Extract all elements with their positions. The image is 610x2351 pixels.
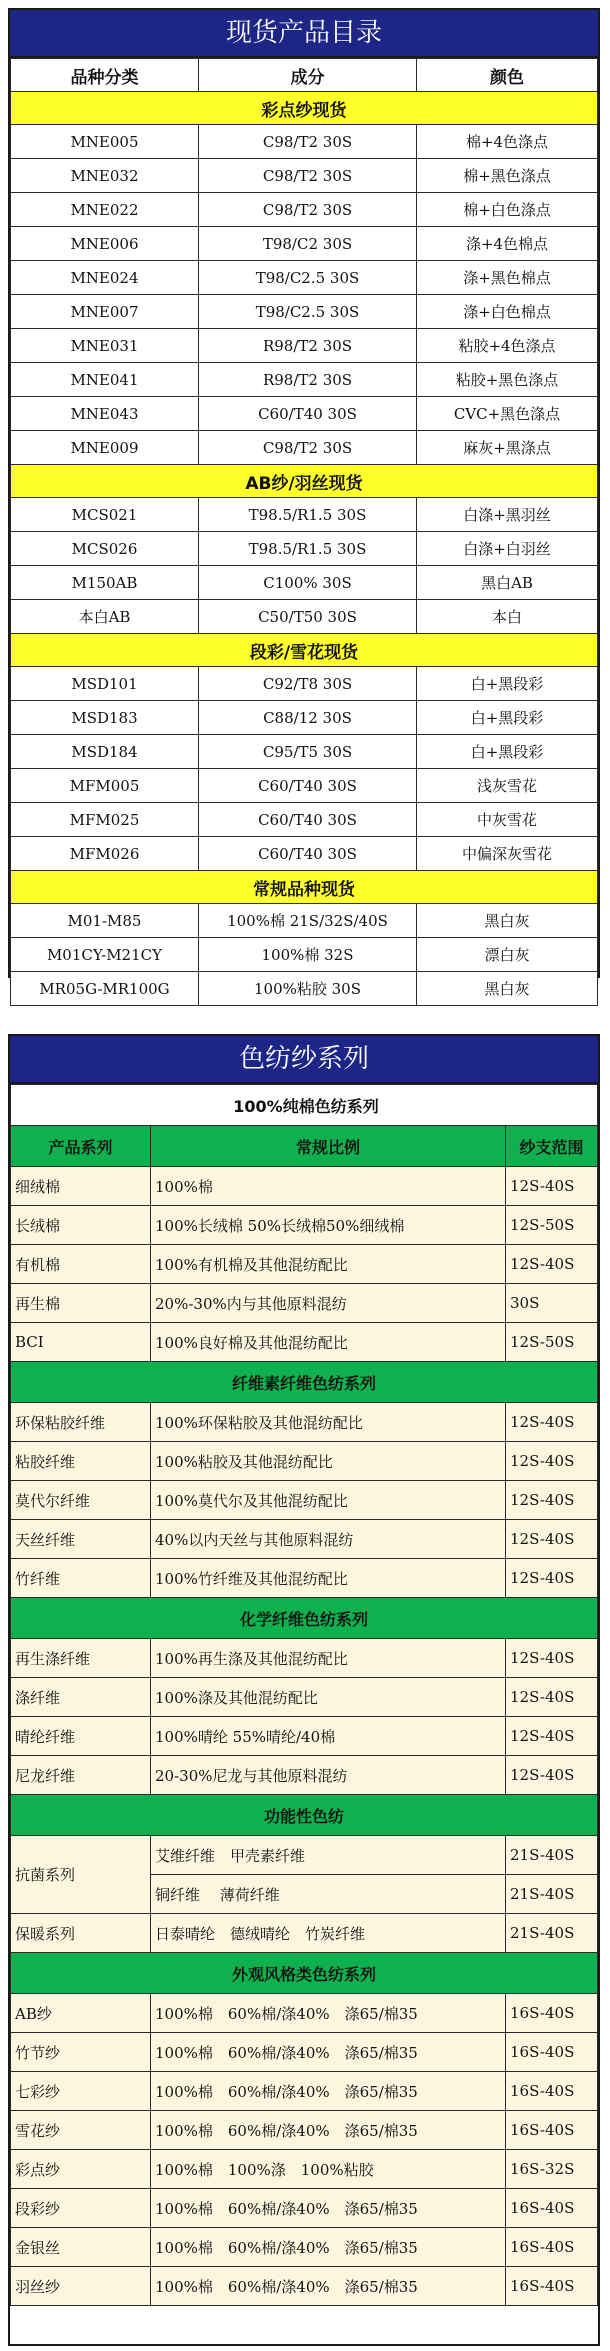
color: 麻灰+黑涤点 [417, 431, 598, 465]
ratio: 100%有机棉及其他混纺配比 [151, 1245, 506, 1284]
color: CVC+黑色涤点 [417, 397, 598, 431]
product-series: 再生棉 [11, 1284, 151, 1323]
color: 涤+黑色棉点 [417, 261, 598, 295]
product-code: MFM026 [11, 837, 199, 871]
composition: T98.5/R1.5 30S [199, 498, 417, 532]
yarn-count-range: 21S-40S [506, 1836, 598, 1875]
ratio: 铜纤维 薄荷纤维 [151, 1875, 506, 1914]
color: 白+黑段彩 [417, 701, 598, 735]
table-row [11, 295, 598, 329]
ratio: 100%棉 60%棉/涤40% 涤65/棉35 [151, 2267, 506, 2306]
ratio: 100%粘胶及其他混纺配比 [151, 1442, 506, 1481]
color: 浅灰雪花 [417, 769, 598, 803]
table-row [11, 1284, 598, 1323]
product-series: 雪花纱 [11, 2111, 151, 2150]
table-row [11, 1717, 598, 1756]
product-series: 保暖系列 [11, 1914, 151, 1953]
product-code: MFM005 [11, 769, 199, 803]
table-row [11, 972, 598, 1006]
composition: 100%粘胶 30S [199, 972, 417, 1006]
yarn-count-range: 21S-40S [506, 1875, 598, 1914]
product-code: MNE043 [11, 397, 199, 431]
color: 棉+黑色涤点 [417, 159, 598, 193]
group-header-row [11, 1953, 598, 1994]
composition: C92/T8 30S [199, 667, 417, 701]
header-row [11, 1126, 598, 1167]
ratio: 100%竹纤维及其他混纺配比 [151, 1559, 506, 1598]
ratio: 100%涤及其他混纺配比 [151, 1678, 506, 1717]
ratio: 100%再生涤及其他混纺配比 [151, 1639, 506, 1678]
table-row [11, 1756, 598, 1795]
table-row [11, 1836, 598, 1875]
stock-table [10, 58, 598, 1006]
yarn-count-range: 21S-40S [506, 1914, 598, 1953]
table-row [11, 938, 598, 972]
column-header: 纱支范围 [506, 1126, 598, 1167]
table-row [11, 600, 598, 634]
table-row [11, 769, 598, 803]
product-series: 羽丝纱 [11, 2267, 151, 2306]
yarn-count-range: 16S-40S [506, 1994, 598, 2033]
table-row [11, 904, 598, 938]
product-series: 再生涤纤维 [11, 1639, 151, 1678]
table-row [11, 2267, 598, 2306]
composition: C98/T2 30S [199, 159, 417, 193]
yarn-count-range: 12S-40S [506, 1678, 598, 1717]
product-series: 七彩纱 [11, 2072, 151, 2111]
product-series: 彩点纱 [11, 2150, 151, 2189]
group-title: 化学纤维色纺系列 [11, 1598, 598, 1639]
ratio: 100%棉 60%棉/涤40% 涤65/棉35 [151, 2033, 506, 2072]
product-series: 细绒棉 [11, 1167, 151, 1206]
ratio: 100%棉 60%棉/涤40% 涤65/棉35 [151, 2111, 506, 2150]
color: 中灰雪花 [417, 803, 598, 837]
series-subtitle: 100%纯棉色纺系列 [11, 1085, 598, 1126]
table-row [11, 1559, 598, 1598]
table-row [11, 1481, 598, 1520]
section-header-row [11, 634, 598, 667]
table-row [11, 2150, 598, 2189]
product-series: AB纱 [11, 1994, 151, 2033]
product-series: 抗菌系列 [11, 1836, 151, 1914]
color: 粘胶+4色涤点 [417, 329, 598, 363]
table-row [11, 159, 598, 193]
composition: 100%棉 21S/32S/40S [199, 904, 417, 938]
table-row [11, 701, 598, 735]
product-series: 环保粘胶纤维 [11, 1403, 151, 1442]
section-title: 彩点纱现货 [11, 92, 598, 125]
composition: C95/T5 30S [199, 735, 417, 769]
column-header: 常规比例 [151, 1126, 506, 1167]
table-row [11, 2189, 598, 2228]
column-header: 成分 [199, 59, 417, 92]
table-row [11, 803, 598, 837]
color: 黑白灰 [417, 904, 598, 938]
table-row [11, 1914, 598, 1953]
composition: 100%棉 32S [199, 938, 417, 972]
product-series: 有机棉 [11, 1245, 151, 1284]
composition: C50/T50 30S [199, 600, 417, 634]
header-row [11, 59, 598, 92]
product-code: MNE009 [11, 431, 199, 465]
ratio: 20-30%尼龙与其他原料混纺 [151, 1756, 506, 1795]
yarn-count-range: 12S-50S [506, 1206, 598, 1245]
table-row [11, 1520, 598, 1559]
table-row [11, 566, 598, 600]
color: 涤+白色棉点 [417, 295, 598, 329]
table-row [11, 1639, 598, 1678]
ratio: 100%棉 60%棉/涤40% 涤65/棉35 [151, 1994, 506, 2033]
color: 白+黑段彩 [417, 667, 598, 701]
ratio: 40%以内天丝与其他原料混纺 [151, 1520, 506, 1559]
ratio: 20%-30%内与其他原料混纺 [151, 1284, 506, 1323]
product-code: M01-M85 [11, 904, 199, 938]
yarn-count-range: 12S-40S [506, 1403, 598, 1442]
product-code: MNE007 [11, 295, 199, 329]
table-row [11, 1442, 598, 1481]
group-header-row [11, 1795, 598, 1836]
product-code: MSD183 [11, 701, 199, 735]
color: 涤+4色棉点 [417, 227, 598, 261]
color: 黑白灰 [417, 972, 598, 1006]
yarn-count-range: 16S-40S [506, 2111, 598, 2150]
table-row [11, 125, 598, 159]
yarn-count-range: 16S-40S [506, 2228, 598, 2267]
color: 中偏深灰雪花 [417, 837, 598, 871]
table-row [11, 2111, 598, 2150]
product-code: MCS021 [11, 498, 199, 532]
product-series: BCI [11, 1323, 151, 1362]
section-title: AB纱/羽丝现货 [11, 465, 598, 498]
composition: C98/T2 30S [199, 431, 417, 465]
group-title: 纤维素纤维色纺系列 [11, 1362, 598, 1403]
product-series: 晴纶纤维 [11, 1717, 151, 1756]
ratio: 100%棉 60%棉/涤40% 涤65/棉35 [151, 2228, 506, 2267]
composition: T98/C2.5 30S [199, 261, 417, 295]
yarn-count-range: 16S-40S [506, 2072, 598, 2111]
product-code: MNE031 [11, 329, 199, 363]
series-table [10, 1084, 598, 2306]
product-code: MR05G-MR100G [11, 972, 199, 1006]
section-title: 常规品种现货 [11, 871, 598, 904]
group-header-row [11, 1362, 598, 1403]
table-row [11, 837, 598, 871]
ratio: 100%棉 100%涤 100%粘胶 [151, 2150, 506, 2189]
composition: R98/T2 30S [199, 329, 417, 363]
product-series: 莫代尔纤维 [11, 1481, 151, 1520]
yarn-count-range: 12S-40S [506, 1245, 598, 1284]
yarn-count-range: 12S-40S [506, 1717, 598, 1756]
series-title: 色纺纱系列 [10, 1036, 598, 1084]
ratio: 日泰晴纶 德绒晴纶 竹炭纤维 [151, 1914, 506, 1953]
product-code: MSD101 [11, 667, 199, 701]
column-header: 品种分类 [11, 59, 199, 92]
product-series: 竹纤维 [11, 1559, 151, 1598]
table-row [11, 1206, 598, 1245]
table-row [11, 667, 598, 701]
product-code: MNE005 [11, 125, 199, 159]
table-row [11, 329, 598, 363]
table-row [11, 532, 598, 566]
subtitle-row [11, 1085, 598, 1126]
ratio: 100%晴纶 55%晴纶/40棉 [151, 1717, 506, 1756]
composition: C60/T40 30S [199, 803, 417, 837]
stock-catalog [8, 8, 600, 998]
composition: T98/C2 30S [199, 227, 417, 261]
ratio: 100%环保粘胶及其他混纺配比 [151, 1403, 506, 1442]
yarn-count-range: 16S-32S [506, 2150, 598, 2189]
product-series: 长绒棉 [11, 1206, 151, 1245]
table-row [11, 397, 598, 431]
yarn-count-range: 12S-40S [506, 1442, 598, 1481]
yarn-count-range: 12S-40S [506, 1559, 598, 1598]
yarn-count-range: 12S-40S [506, 1520, 598, 1559]
table-row [11, 2033, 598, 2072]
table-row [11, 1994, 598, 2033]
product-code: MNE041 [11, 363, 199, 397]
ratio: 艾维纤维 甲壳素纤维 [151, 1836, 506, 1875]
table-row [11, 498, 598, 532]
table-row [11, 2072, 598, 2111]
product-code: MNE022 [11, 193, 199, 227]
composition: T98.5/R1.5 30S [199, 532, 417, 566]
table-row [11, 261, 598, 295]
yarn-count-range: 12S-40S [506, 1639, 598, 1678]
color: 白涤+白羽丝 [417, 532, 598, 566]
composition: T98/C2.5 30S [199, 295, 417, 329]
color: 漂白灰 [417, 938, 598, 972]
yarn-count-range: 30S [506, 1284, 598, 1323]
section-header-row [11, 465, 598, 498]
product-series: 尼龙纤维 [11, 1756, 151, 1795]
composition: R98/T2 30S [199, 363, 417, 397]
group-title: 外观风格类色纺系列 [11, 1953, 598, 1994]
table-row [11, 735, 598, 769]
composition: C98/T2 30S [199, 193, 417, 227]
product-series: 段彩纱 [11, 2189, 151, 2228]
product-code: MNE006 [11, 227, 199, 261]
product-code: M150AB [11, 566, 199, 600]
composition: C60/T40 30S [199, 397, 417, 431]
composition: C88/12 30S [199, 701, 417, 735]
yarn-count-range: 12S-40S [506, 1167, 598, 1206]
table-row [11, 227, 598, 261]
product-code: MSD184 [11, 735, 199, 769]
composition: C60/T40 30S [199, 769, 417, 803]
product-series: 粘胶纤维 [11, 1442, 151, 1481]
composition: C60/T40 30S [199, 837, 417, 871]
product-code: MCS026 [11, 532, 199, 566]
table-row [11, 2228, 598, 2267]
color: 棉+4色涤点 [417, 125, 598, 159]
column-header: 颜色 [417, 59, 598, 92]
ratio: 100%棉 [151, 1167, 506, 1206]
column-header: 产品系列 [11, 1126, 151, 1167]
ratio: 100%良好棉及其他混纺配比 [151, 1323, 506, 1362]
color: 棉+白色涤点 [417, 193, 598, 227]
yarn-count-range: 16S-40S [506, 2267, 598, 2306]
ratio: 100%棉 60%棉/涤40% 涤65/棉35 [151, 2189, 506, 2228]
yarn-count-range: 12S-50S [506, 1323, 598, 1362]
table-row [11, 1245, 598, 1284]
color-spun-series [8, 1034, 600, 2346]
color: 本白 [417, 600, 598, 634]
yarn-count-range: 16S-40S [506, 2189, 598, 2228]
product-code: 本白AB [11, 600, 199, 634]
table-row [11, 1323, 598, 1362]
ratio: 100%棉 60%棉/涤40% 涤65/棉35 [151, 2072, 506, 2111]
yarn-count-range: 16S-40S [506, 2033, 598, 2072]
section-header-row [11, 871, 598, 904]
product-series: 涤纤维 [11, 1678, 151, 1717]
color: 黑白AB [417, 566, 598, 600]
color: 粘胶+黑色涤点 [417, 363, 598, 397]
yarn-count-range: 12S-40S [506, 1756, 598, 1795]
table-row [11, 1678, 598, 1717]
table-row [11, 1167, 598, 1206]
composition: C98/T2 30S [199, 125, 417, 159]
product-series: 天丝纤维 [11, 1520, 151, 1559]
product-series: 金银丝 [11, 2228, 151, 2267]
section-header-row [11, 92, 598, 125]
group-header-row [11, 1598, 598, 1639]
composition: C100% 30S [199, 566, 417, 600]
color: 白+黑段彩 [417, 735, 598, 769]
section-title: 段彩/雪花现货 [11, 634, 598, 667]
color: 白涤+黑羽丝 [417, 498, 598, 532]
table-row [11, 363, 598, 397]
table-row [11, 431, 598, 465]
table-row [11, 193, 598, 227]
product-code: M01CY-M21CY [11, 938, 199, 972]
stock-catalog-title: 现货产品目录 [10, 10, 598, 58]
product-code: MFM025 [11, 803, 199, 837]
yarn-count-range: 12S-40S [506, 1481, 598, 1520]
product-series: 竹节纱 [11, 2033, 151, 2072]
ratio: 100%长绒棉 50%长绒棉50%细绒棉 [151, 1206, 506, 1245]
table-row [11, 1403, 598, 1442]
product-code: MNE024 [11, 261, 199, 295]
group-title: 功能性色纺 [11, 1795, 598, 1836]
ratio: 100%莫代尔及其他混纺配比 [151, 1481, 506, 1520]
product-code: MNE032 [11, 159, 199, 193]
